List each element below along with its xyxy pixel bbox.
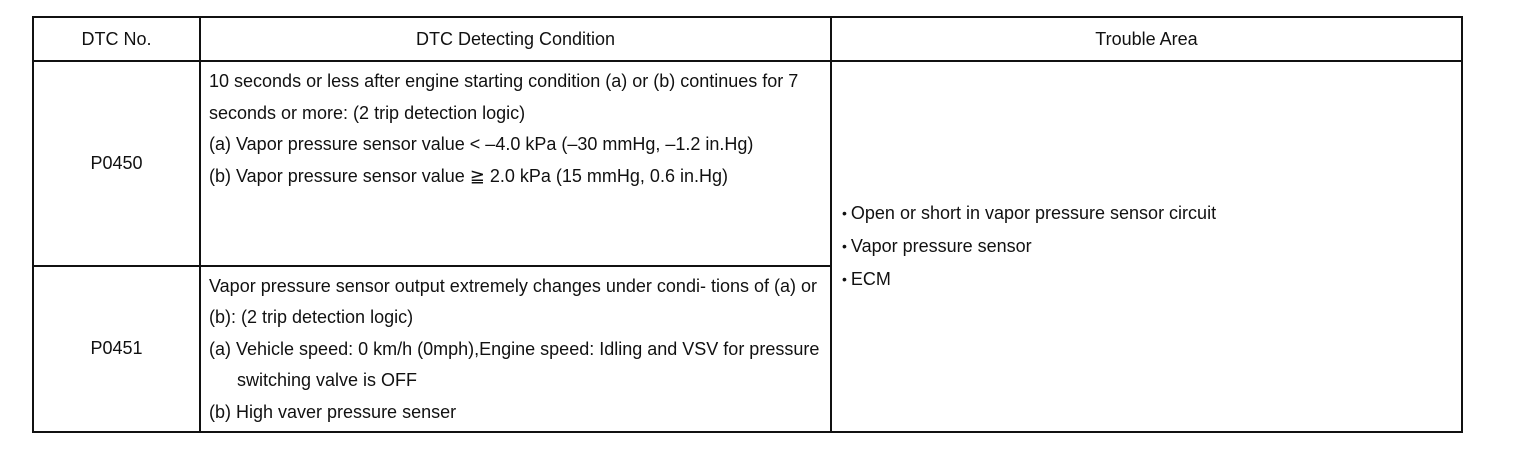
- header-row: [33, 17, 1462, 61]
- condition-intro: Vapor pressure sensor output extremely changes under condi- tions of (a) or (b): (2 trip detection logic): [209, 275, 817, 328]
- condition-intro: 10 seconds or less after engine starting condition (a) or (b) continues for 7 seconds or more: (2 trip detection logic): [209, 71, 799, 123]
- detecting-condition: [200, 266, 831, 432]
- header-condition: DTC Detecting Condition: [200, 17, 831, 61]
- dtc-table: [32, 16, 1463, 433]
- condition-item: (b) Vapor pressure sensor value ≧ 2.0 kPa (15 mmHg, 0.6 in.Hg): [209, 165, 728, 186]
- trouble-area: [831, 61, 1462, 432]
- header-trouble-area: Trouble Area: [831, 17, 1462, 61]
- table-row: [33, 61, 1462, 266]
- header-dtc-no: DTC No.: [33, 17, 200, 61]
- condition-item: (b) High vaver pressure senser: [209, 401, 457, 422]
- list-item: • ECM: [842, 263, 1451, 296]
- list-item: • Vapor pressure sensor: [842, 230, 1451, 263]
- list-item: • Open or short in vapor pressure sensor circuit: [842, 197, 1451, 230]
- dtc-code: P0451: [33, 266, 200, 432]
- condition-item: (a) Vehicle speed: 0 km/h (0mph),Engine speed: Idling and VSV for pressure switching valve is OFF: [209, 338, 820, 391]
- dtc-code: P0450: [33, 61, 200, 266]
- detecting-condition: [200, 61, 831, 266]
- trouble-area-list: [842, 197, 1451, 296]
- condition-item: (a) Vapor pressure sensor value < –4.0 kPa (–30 mmHg, –1.2 in.Hg): [209, 134, 754, 154]
